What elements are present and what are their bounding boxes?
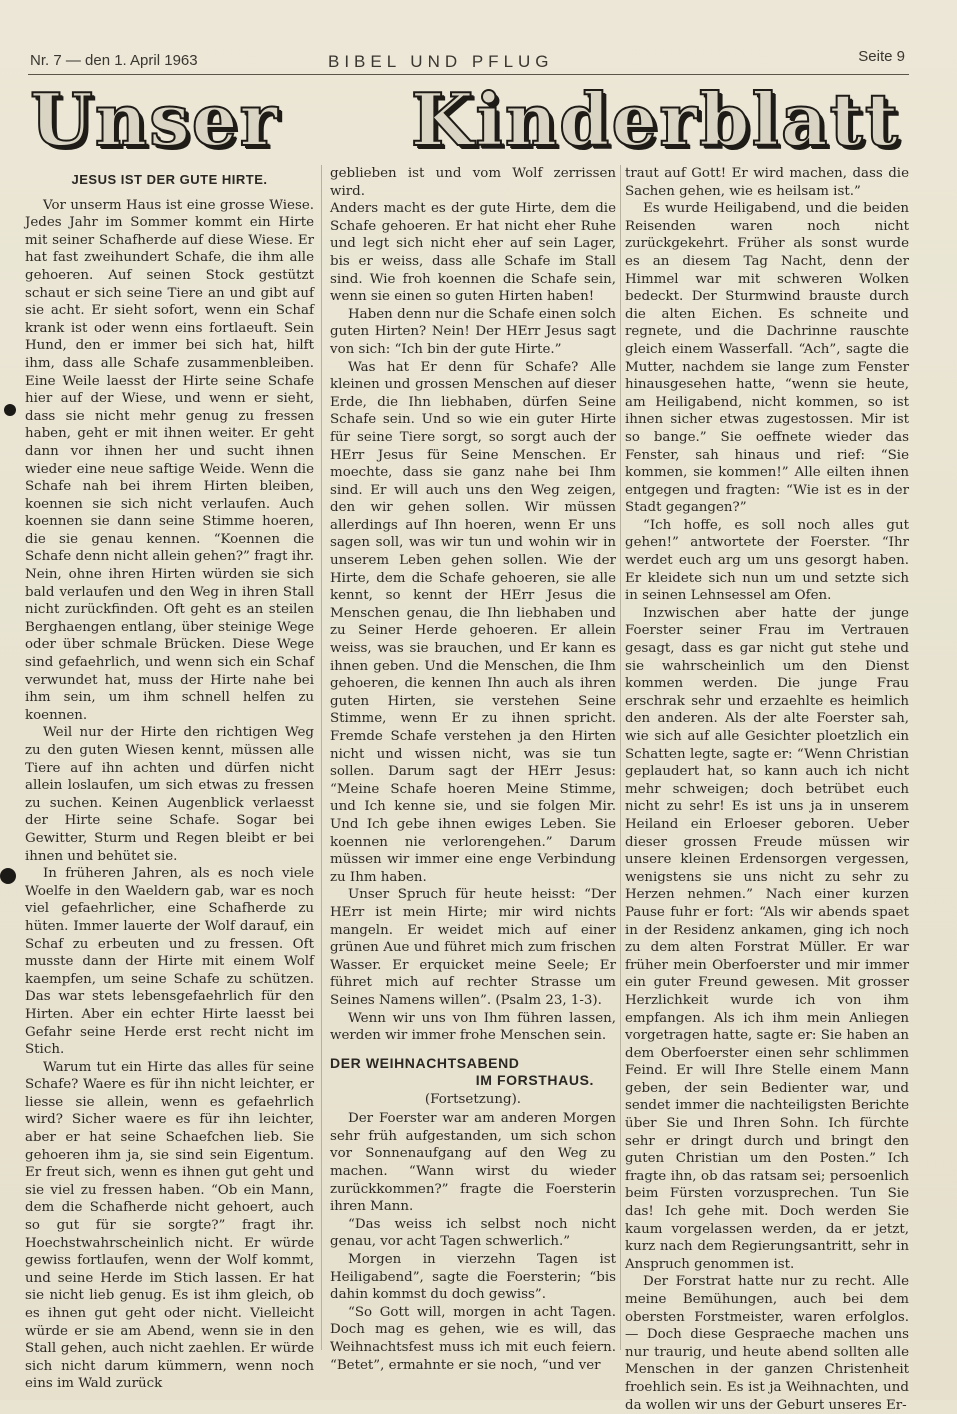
article-2-paragraph: “So Gott will, morgen in acht Tagen. Doch mag es gehen, wie es will, das Weihnachtsfest muss ich mit euch feiern. “Betet”, ermahnte er sie noch, “und ver bbox=[330, 1304, 616, 1373]
column-divider bbox=[321, 165, 322, 1350]
article-1-paragraph: Haben denn nur die Schafe einen solch guten Hirten? Nein! Der HErr Jesus sagt von sich: “Ich bin der gute Hirte.” bbox=[330, 306, 616, 357]
masthead-word-2: Kinderblatt bbox=[410, 77, 900, 162]
masthead bbox=[30, 77, 900, 162]
article-2-title: DER WEIHNACHTSABEND bbox=[330, 1054, 520, 1071]
column-divider bbox=[620, 165, 621, 1350]
masthead-word-1: Unser bbox=[30, 77, 280, 162]
article-1-paragraph: Anders macht es der gute Hirte, dem die Schafe gehoeren. Er hat nicht eher Ruhe und legt sich nicht eher auf sein Lager, bis er weiss, dass alle Schafe im Stall sind. Wie froh koennen die Schafe sein, wenn sie einen so guten Hirten haben! bbox=[330, 201, 616, 305]
issue-date: Nr. 7 — den 1. April 1963 bbox=[30, 52, 198, 69]
article-2-paragraph-continued: traut auf Gott! Er wird machen, dass die Sachen gehen, wie es heilsam ist.” bbox=[625, 166, 909, 199]
column-1 bbox=[25, 165, 314, 1392]
article-1-paragraph: In früheren Jahren, als es noch viele Woelfe in den Waeldern gab, war es noch viel gefaehrlicher, eine Schafherde zu hüten. Immer lauerte der Wolf darauf, ein Schaf zu erbeuten und zu fressen. Oft musste dann der Hirte mit einem Wolf kaempfen, um seine Schafe zu schützen. Das war stets lebensgefaehrlich für den Hirten. Aber ein echter Hirte laesst bei Gefahr seine Herde erst recht nicht im Stich. bbox=[25, 866, 314, 1058]
publication-title: BIBEL UND PFLUG bbox=[328, 52, 554, 71]
article-1-paragraph: Unser Spruch für heute heisst: “Der HErr ist mein Hirte; mir wird nichts mangeln. Er weidet mich auf einer grünen Aue und führet mich zum frischen Wasser. Er erquicket meine Seele; Er führet mich auf rechter Strasse um Seines Namens willen”. (Psalm 23, 1-3). bbox=[330, 887, 616, 1008]
article-2-paragraph: Morgen in vierzehn Tagen ist Heiligabend”, sagte die Foersterin; “bis dahin kommst du doch gewiss”. bbox=[330, 1252, 616, 1303]
article-2-paragraph: “Ich hoffe, es soll noch alles gut gehen!” antwortete der Foerster. “Ihr werdet euch arg um uns gesorgt haben. Er kleidete sich nun um und setzte sich in seinen Lehnsessel am Ofen. bbox=[625, 517, 909, 604]
punch-hole bbox=[0, 868, 16, 884]
article-2-paragraph: “Das weiss ich selbst noch nicht genau, vor acht Tagen schwerlich.” bbox=[330, 1216, 616, 1250]
article-2-paragraph: Es wurde Heiligabend, und die beiden Reisenden waren noch nicht zurückgekehrt. Früher als sonst wurde es an diesem Tag Nacht, denn der Himmel war mit schweren Wolken bedeckt. Der Sturmwind brauste durch die alten Eichen. Es schneite und regnete, und die Dachrinne rauschte gleich einem Wasserfall. “Ach”, sagte die Mutter, nachdem sie lange zum Fenster hinausgesehen hatte, “wenn sie heute, am Heiligabend, nicht kommen, so ist ihnen sicher etwas zugestossen. Mir ist so bange.” Sie oeffnete wieder das Fenster, sah hinaus und rief: “Sie kommen, sie kommen!” Alle eilten ihnen entgegen und fragten: “Wie ist es in der Stadt gegangen?” bbox=[625, 201, 909, 516]
punch-hole bbox=[4, 404, 16, 416]
article-1-title: JESUS IST DER GUTE HIRTE. bbox=[71, 172, 268, 187]
article-1-paragraph: Weil nur der Hirte den richtigen Weg zu den guten Wiesen kennt, müssen alle Tiere auf ihn achten und dürfen nicht allein loslaufen, um sich etwas zu fressen zu suchen. Keinen Augenblick verlaesst der Hirte seine Schafe. Sogar bei Gewitter, Sturm und Regen bleibt er bei ihnen und behütet sie. bbox=[25, 725, 314, 864]
article-2-paragraph: Der Foerster war am anderen Morgen sehr früh aufgestanden, um sich schon vor Sonnenaufgang auf den Weg zu machen. “Wann wirst du wieder zurückkommen?” fragte die Foersterin ihren Mann. bbox=[330, 1111, 616, 1215]
column-2 bbox=[330, 165, 616, 1373]
article-2-paragraph: Inzwischen aber hatte der junge Foerster seiner Frau im Vertrauen gesagt, dass es gar nicht gut stehe und sie wahrscheinlich um den Dienst kommen werden. Die junge Frau erschrak sehr und erzaehlte es heimlich den anderen. Als der alte Foerster sah, wie sich auf alle Gesichter ploetzlich ein Schatten legte, sagte er: “Wenn Christian geplaudert hat, so kann auch ich nicht mehr schweigen; doch betrübet euch nicht zu sehr! Es ist uns ja in unserem Heiland ein Erloeser geboren. Ueber dieser grossen Freude müssen wir unsere kleinen Erdensorgen vergessen, wenigstens sie uns nicht zu sehr zu Herzen nehmen.” Nach einer kurzen Pause fuhr er fort: “Als wir abends spaet in der Residenz ankamen, ging ich noch zu dem alten Forstrat Müller. Er war früher mein Oberfoerster und mir immer ein guter Freund gewesen. Mit grosser Herzlichkeit wurde ich von ihm empfangen. Als ich ihm mein Anliegen vorgetragen hatte, sagte er: Sie haben an dem Oberfoerster einen sehr schlimmen Feind. Er will Ihre Stelle einem Mann geben, der sein Bedienter war, und sendet immer die nachteiligsten Berichte über Sie und Ihren Sohn. Ich fürchte sehr er dringt durch und bringt den guten Christian um den Posten.” Ich fragte ihn, ob das ratsam sei; persoenlich beim Fürsten vorzusprechen. Tun Sie das! Ich gehe mit. Doch werden Sie kaum vorgelassen werden, da er jetzt, kurz nach dem Regierungsantritt, sehr in Anspruch genommen ist. bbox=[625, 605, 909, 1272]
article-1-paragraph: Was hat Er denn für Schafe? Alle kleinen und grossen Menschen auf dieser Erde, die Ihn liebhaben, dürfen Seine Schafe sein. Und so wie ein guter Hirte für seine Tiere sorgt, so sorgt auch der HErr Jesus für Seine Menschen. Er moechte, dass sie ganz nahe bei Ihm sind. Er will auch uns den Weg zeigen, den wir gehen sollen. Wir müssen allerdings auf Ihn hoeren, wenn Er uns sagen soll, was wir tun und wohin wir in unserem Leben gehen sollen. Wie der Hirte, dem die Schafe gehoeren, sie alle kennt, so kennt der HErr Jesus die Menschen genau, die Ihn liebhaben und zu Seiner Herde gehoeren. Er allein weiss, was sie brauchen, und Er kann es ihnen geben. Und die Menschen, die Ihm gehoeren, die kennen Ihn auch als ihren guten Hirten, sie verstehen Seine Stimme, wenn Er zu ihnen spricht. Fremde Schafe verstehen ja den Hirten nicht und wissen nicht, was sie tun sollen. Darum sagt der HErr Jesus: “Meine Schafe hoeren Meine Stimme, und Ich kenne sie, und sie folgen Mir. Und Ich gebe ihnen ewiges Leben. Sie koennen nie verlorengehen.” Darum müssen wir immer eine enge Verbindung zu Ihm haben. bbox=[330, 359, 616, 885]
article-2-title-line-2: IM FORSTHAUS. bbox=[475, 1071, 594, 1088]
article-1-paragraph: Wenn wir uns von Ihm führen lassen, werden wir immer frohe Menschen sein. bbox=[330, 1010, 616, 1044]
page-number: Seite 9 bbox=[858, 48, 905, 65]
article-1-paragraph-continued: geblieben ist und vom Wolf zerrissen wird. bbox=[330, 166, 616, 199]
header-rule bbox=[28, 74, 909, 75]
article-2-paragraph: Der Forstrat hatte nur zu recht. Alle meine Bemühungen, auch bei dem obersten Forstmeister, waren erfolglos. — Doch diese Gespraeche machen uns nur traurig, und heute abend sollten alle Menschen in der ganzen Christenheit froehlich sein. Es ist ja Weihnachten, und da wollen wir uns der Geburt unseres Er- bbox=[625, 1274, 909, 1413]
column-3 bbox=[625, 165, 909, 1413]
article-1-paragraph: Vor unserm Haus ist eine grosse Wiese. Jedes Jahr im Sommer kommt ein Hirte mit seiner Schafherde auf diese Wiese. Er hat fast zweihundert Schafe, die ihm alle gehoeren. Auf seinen Stock gestützt schaut er sich seine Tiere an und gibt auf sie acht. Er sieht sofort, wenn ein Schaf krank ist oder wenn eins fortlaeuft. Sein Hund, den er immer bei sich hat, hilft ihm, dass alle Schafe zusammenbleiben. Eine Weile laesst der Hirte seine Schafe hier auf der Wiese, und wenn er sieht, dass sie nicht mehr genug zu fressen haben, geht er mit ihnen weiter. Er geht dann vor ihnen her und sucht ihnen wieder eine neue saftige Weide. Wenn die Schafe nah bei ihrem Hirten bleiben, koennen sie sich nicht verlaufen. Auch koennen sie dann seine Stimme hoeren, die sie genau kennen. “Koennen die Schafe denn nicht allein gehen?” fragt ihr. Nein, ohne ihren Hirten würden sie sich bald verlaufen und den Weg in ihren Stall nicht zurückfinden. Oft geht es an steilen Berghaengen entlang, über steinige Wege oder über schmale Brücken. Diese Wege sind gefaehrlich, und wenn sich ein Schaf verwundet hat, muss der Hirte nahe bei ihm sein, um ihm schnell helfen zu koennen. bbox=[25, 197, 314, 723]
article-1-paragraph: Warum tut ein Hirte das alles für seine Schafe? Waere es für ihn nicht leichter, er liesse sie allein, wenn es gefaehrlich wird? Sicher waere es für ihn leichter, aber er hat seine Schaefchen lieb. Sie gehoeren ihm ja, sie sind sein Eigentum. Er freut sich, wenn es ihnen gut geht und sie viel zu fressen haben. “Ob ein Mann, dem die Schafherde nicht gehoert, auch so gut für sie sorgte?” fragt ihr. Hoechstwahrscheinlich nicht. Er würde gewiss fortlaufen, wenn der Wolf kommt, und seine Herde im Stich lassen. Er hat sie nicht lieb genug. Es ist ihm gleich, ob es ihnen gut geht oder nicht. Vielleicht würde er sie am Abend, wenn sie in den Stall gehen, auch nicht zaehlen. Er würde sich nicht darum kümmern, wenn noch eins im Wald zurück bbox=[25, 1059, 314, 1392]
article-2-subtitle: (Fortsetzung). bbox=[424, 1091, 522, 1107]
